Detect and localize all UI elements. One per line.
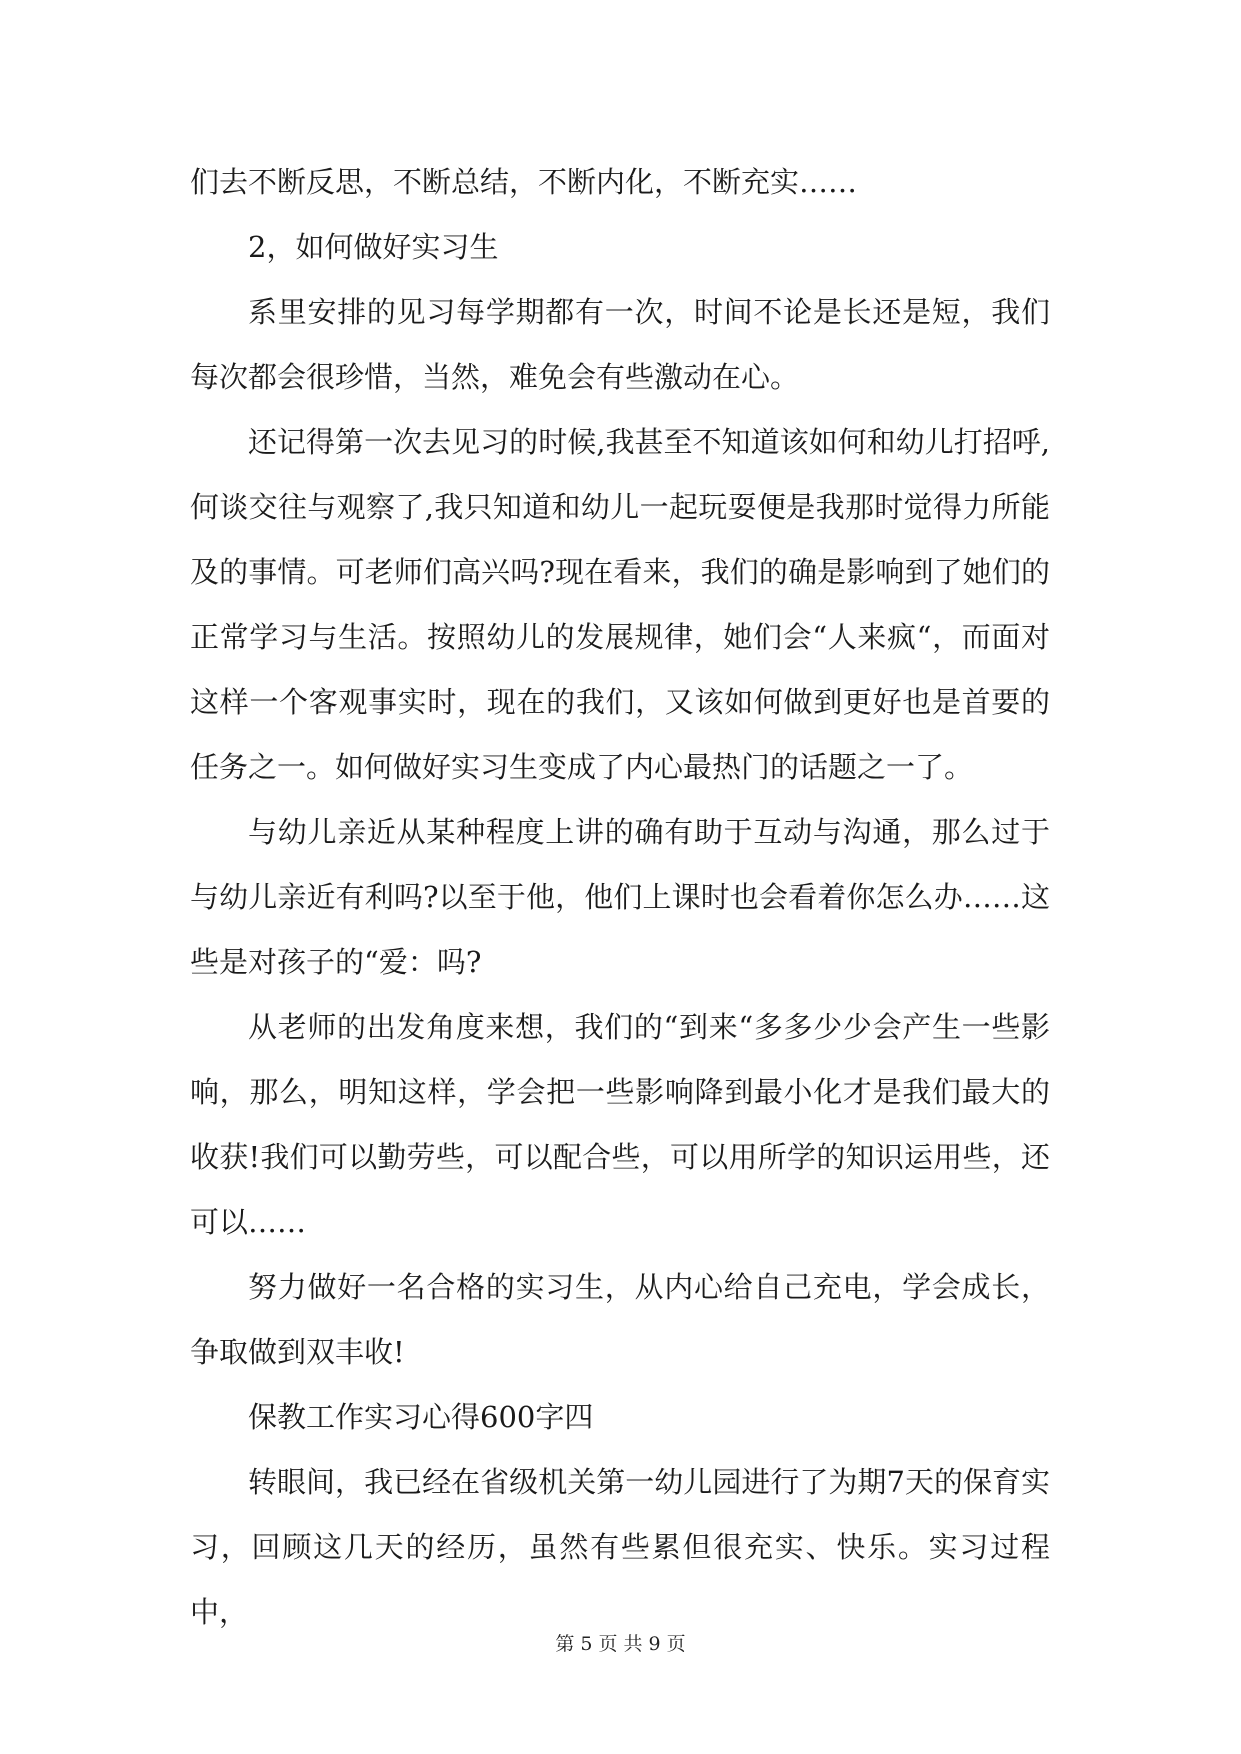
section-heading-4: 保教工作实习心得600字四: [248, 1400, 594, 1434]
paragraph-6: 从老师的出发角度来想，我们的“到来“多多少少会产生一些影响，那么，明知这样，学会把一些影响降到最小化才是我们最大的收获!我们可以勤劳些，可以配合些，可以用所学的知识运用些，还可以……: [190, 1010, 1050, 1239]
paragraph-5: 与幼儿亲近从某种程度上讲的确有助于互动与沟通，那么过于与幼儿亲近有利吗?以至于他，他们上课时也会看着你怎么办……这些是对孩子的“爱：吗?: [190, 815, 1050, 979]
paragraph-7: 努力做好一名合格的实习生，从内心给自己充电，学会成长，争取做到双丰收!: [190, 1270, 1050, 1369]
paragraph-3: 系里安排的见习每学期都有一次，时间不论是长还是短，我们每次都会很珍惜，当然，难免会有些激动在心。: [190, 295, 1050, 394]
section-heading-2: 2，如何做好实习生: [248, 230, 499, 264]
paragraph-4: 还记得第一次去见习的时候,我甚至不知道该如何和幼儿打招呼,何谈交往与观察了,我只知道和幼儿一起玩耍便是我那时觉得力所能及的事情。可老师们高兴吗?现在看来，我们的确是影响到了她们的正常学习与生活。按照幼儿的发展规律，她们会“人来疯“，而面对这样一个客观事实时，现在的我们，又该如何做到更好也是首要的任务之一。如何做好实习生变成了内心最热门的话题之一了。: [190, 425, 1050, 784]
document-body: [190, 150, 1050, 1645]
paragraph-1: 们去不断反思，不断总结，不断内化，不断充实……: [190, 165, 858, 199]
paragraph-9: 转眼间，我已经在省级机关第一幼儿园进行了为期7天的保育实习，回顾这几天的经历，虽然有些累但很充实、快乐。实习过程中，: [190, 1465, 1050, 1629]
page-footer: 第 5 页 共 9 页: [555, 1633, 686, 1655]
